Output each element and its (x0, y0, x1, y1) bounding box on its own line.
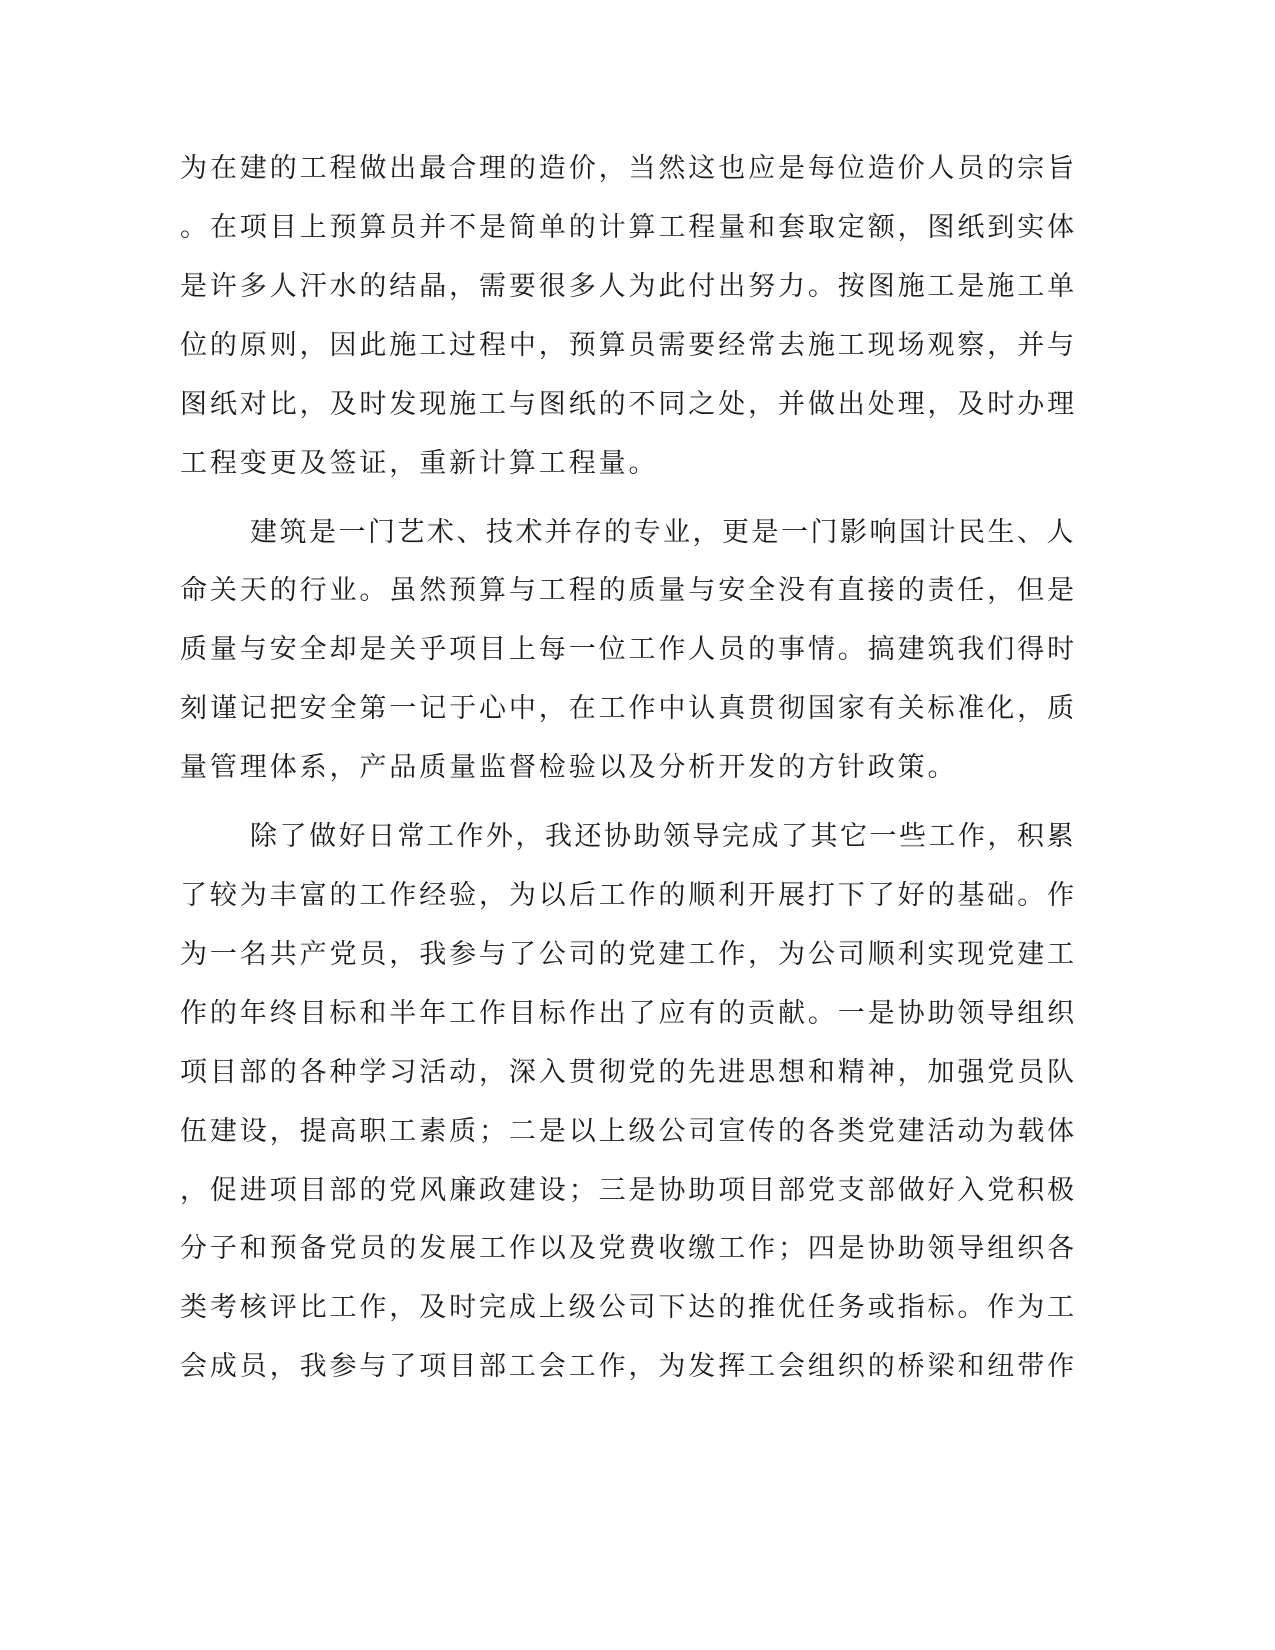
text-line: 。在项目上预算员并不是简单的计算工程量和套取定额，图纸到实体 (180, 212, 1077, 243)
text-line: 图纸对比，及时发现施工与图纸的不同之处，并做出处理，及时办理 (180, 389, 1077, 420)
text-line: 位的原则，因此施工过程中，预算员需要经常去施工现场观察，并与 (180, 330, 1077, 361)
text-line: 是许多人汗水的结晶，需要很多人为此付出努力。按图施工是施工单 (180, 271, 1077, 302)
text-line: 了较为丰富的工作经验，为以后工作的顺利开展打下了好的基础。作 (180, 880, 1077, 911)
text-line: 命关天的行业。虽然预算与工程的质量与安全没有直接的责任，但是 (180, 575, 1077, 606)
text-line: 量管理体系，产品质量监督检验以及分析开发的方针政策。 (180, 752, 958, 783)
text-line: 为在建的工程做出最合理的造价，当然这也应是每位造价人员的宗旨 (180, 153, 1077, 184)
text-line: 会成员，我参与了项目部工会工作，为发挥工会组织的桥梁和纽带作 (180, 1351, 1077, 1382)
text-line: 分子和预备党员的发展工作以及党费收缴工作；四是协助领导组织各 (180, 1233, 1077, 1264)
text-line: 除了做好日常工作外，我还协助领导完成了其它一些工作，积累 (250, 821, 1076, 852)
text-line: ，促进项目部的党风廉政建设；三是协助项目部党支部做好入党积极 (180, 1175, 1077, 1206)
text-line: 工程变更及签证，重新计算工程量。 (180, 448, 659, 479)
text-line: 刻谨记把安全第一记于心中，在工作中认真贯彻国家有关标准化，质 (180, 693, 1077, 724)
text-line: 类考核评比工作，及时完成上级公司下达的推优任务或指标。作为工 (180, 1292, 1077, 1323)
text-line: 建筑是一门艺术、技术并存的专业，更是一门影响国计民生、人 (250, 517, 1076, 548)
text-line: 为一名共产党员，我参与了公司的党建工作，为公司顺利实现党建工 (180, 939, 1077, 970)
text-line: 作的年终目标和半年工作目标作出了应有的贡献。一是协助领导组织 (180, 998, 1077, 1029)
text-line: 质量与安全却是关乎项目上每一位工作人员的事情。搞建筑我们得时 (180, 634, 1077, 665)
text-line: 项目部的各种学习活动，深入贯彻党的先进思想和精神，加强党员队 (180, 1057, 1077, 1088)
text-line: 伍建设，提高职工素质；二是以上级公司宣传的各类党建活动为载体 (180, 1116, 1077, 1147)
